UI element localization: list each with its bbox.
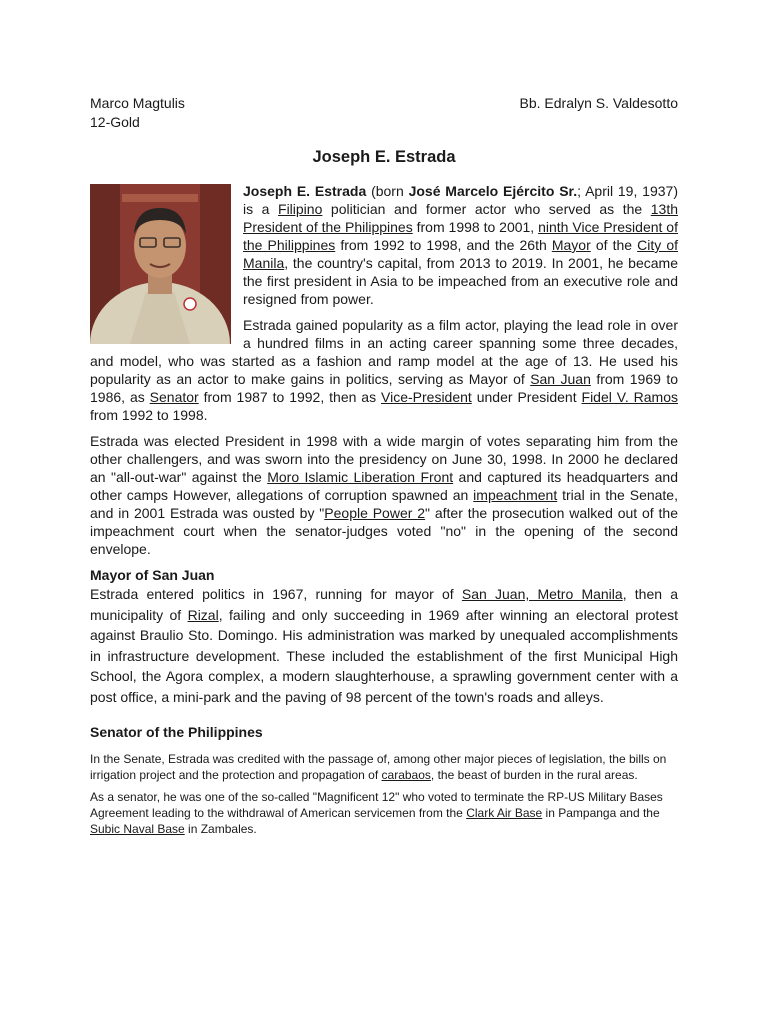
acting-paragraph: Estrada gained popularity as a film actor, playing the lead role in over a hundred films in an acting career spanning some three decades, and model, who was started as a fashion and ramp model at the age of 13. He used his popularity as an actor to make gains in politics, serving as Mayor of San Juan from 1969 to 1986, as Senator from 1987 to 1992, then as Vice-President under President Fidel V. Ramos from 1992 to 1998. <box>90 317 678 423</box>
link-13th-president[interactable]: 13th President of the Philippines <box>243 201 678 235</box>
senator-heading: Senator of the Philippines <box>90 724 263 740</box>
link-milf[interactable]: Moro Islamic Liberation Front <box>267 469 454 485</box>
link-senator[interactable]: Senator <box>149 389 199 405</box>
intro-paragraph: Joseph E. Estrada (born José Marcelo Ejército Sr.; April 19, 1937) is a Filipino politician and former actor who served as the 13th President of the Philippines from 1998 to 2001, ninth Vice President of the Philippines from 1992 to 1998, and the 26th Mayor of the City of Manila, the country's capital, from 2013 to 2019. In 2001, he became the first president in Asia to be impeached from an executive role and resigned from power. <box>243 183 679 307</box>
birth-name: José Marcelo Ejército Sr. <box>408 183 578 199</box>
presidency-paragraph: Estrada was elected President in 1998 with a wide margin of votes separating him from the other challengers, and was sworn into the presidency on June 30, 1998. In 2000 he declared an "all-out-war" against the Moro Islamic Liberation Front and captured its headquarters and other camps However, allegations of corruption spawned an impeachment trial in the Senate, and in 2001 Estrada was ousted by "People Power 2" after the prosecution walked out of the impeachment court when the senator-judges voted "no" in the opening of the second envelope. <box>90 433 678 557</box>
link-clark-air-base[interactable]: Clark Air Base <box>466 806 543 820</box>
mayor-heading: Mayor of San Juan <box>90 567 215 583</box>
link-city-of-manila[interactable]: City of Manila <box>243 237 679 271</box>
link-fidel-ramos[interactable]: Fidel V. Ramos <box>581 389 678 405</box>
senator-section <box>90 751 678 837</box>
link-san-juan-metro-manila[interactable]: San Juan, Metro Manila <box>461 586 623 602</box>
link-filipino[interactable]: Filipino <box>278 201 323 217</box>
student-info <box>90 94 185 132</box>
subject-name: Joseph E. Estrada <box>243 183 367 199</box>
link-people-power-2[interactable]: People Power 2 <box>324 505 426 521</box>
author-class: 12-Gold <box>90 114 140 130</box>
portrait-image-icon <box>90 184 231 344</box>
link-vice-president[interactable]: Vice-President <box>381 389 472 405</box>
link-san-juan[interactable]: San Juan <box>530 371 591 387</box>
senate-paragraph: In the Senate, Estrada was credited with the passage of, among other major pieces of legislation, the bills on irrigation project and the protection and propagation of carabaos, the beast of burden in the rural areas. <box>90 752 667 782</box>
teacher-name: Bb. Edralyn S. Valdesotto <box>519 95 678 111</box>
link-impeachment[interactable]: impeachment <box>473 487 558 503</box>
portrait-photo <box>90 184 231 344</box>
link-carabaos[interactable]: carabaos <box>381 768 431 782</box>
link-rizal[interactable]: Rizal <box>187 606 219 623</box>
mayor-paragraph: Estrada entered politics in 1967, running for mayor of San Juan, Metro Manila, then a municipality of Rizal, failing and only succeeding in 1969 after winning an electoral protest against Braulio Sto. Domingo. His administration was marked by unequaled accomplishments in infrastructure development. These included the establishment of the first Municipal High School, the Agora complex, a modern slaughterhouse, a sprawling government center with a post office, a mini-park and the paving of 98 percent of the town's roads and alleys. <box>90 586 679 705</box>
link-ninth-vice-president[interactable]: ninth Vice President of the Philippines <box>243 219 678 253</box>
link-subic-naval-base[interactable]: Subic Naval Base <box>90 822 185 836</box>
author-name: Marco Magtulis <box>90 95 185 111</box>
document-body <box>90 182 678 843</box>
document-title: Joseph E. Estrada <box>312 148 456 166</box>
magnificent-12-paragraph: As a senator, he was one of the so-called "Magnificent 12" who voted to terminate the RP-US Military Bases Agreement leading to the withdrawal of American servicemen from the Clark Air Base in Pampanga and the Subic Naval Base in Zambales. <box>90 790 663 836</box>
link-mayor[interactable]: Mayor <box>551 237 591 253</box>
